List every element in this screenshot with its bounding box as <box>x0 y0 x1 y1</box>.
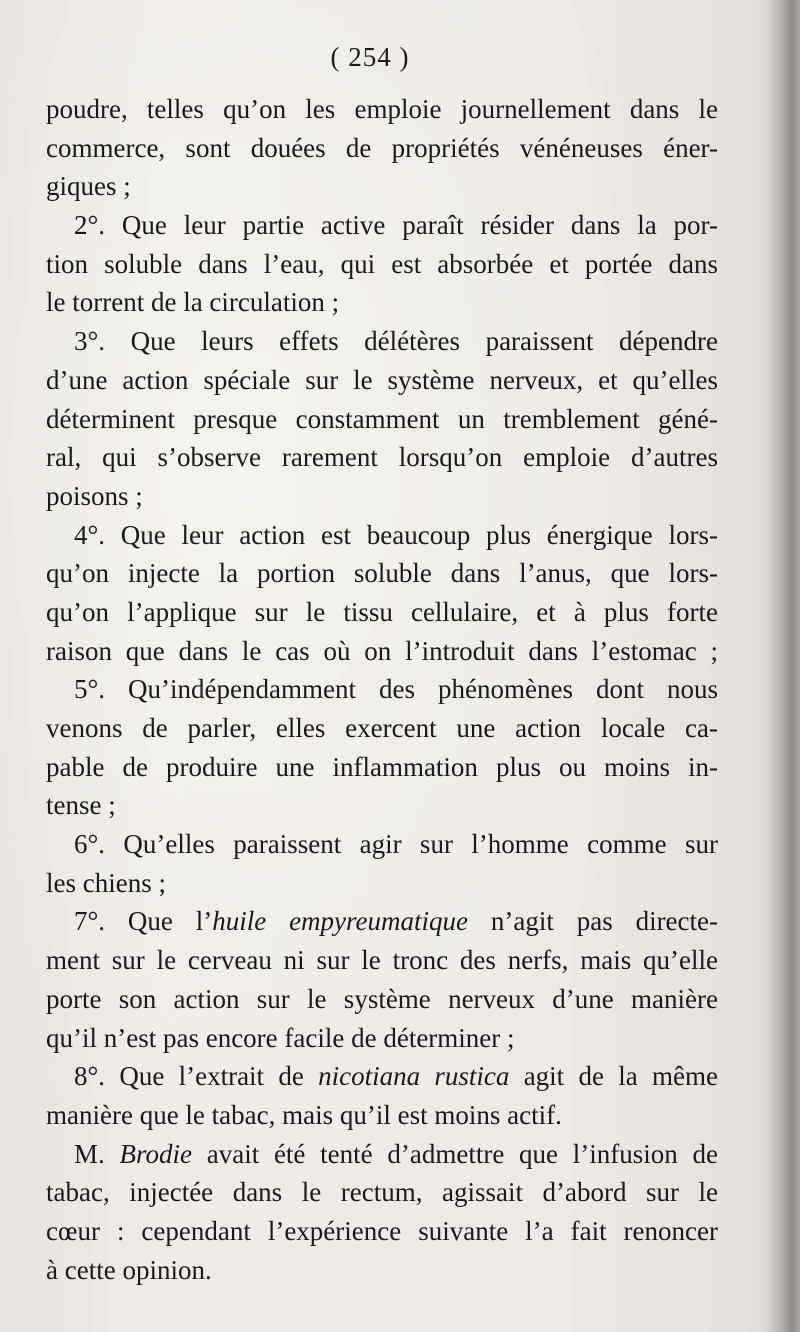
text-line: 5°. Qu’indépendamment des phénomènes dont nous <box>74 674 718 705</box>
page-number: ( 254 ) <box>330 42 410 72</box>
text-segment: 7°. Que l’ <box>74 906 213 937</box>
text-line: 4°. Que leur action est beaucoup plus énergique lors- <box>74 519 718 550</box>
text-line <box>46 1057 718 1096</box>
text-line: qu’il n’est pas encore facile de déterminer ; <box>46 1022 515 1053</box>
text-line: déterminent presque constamment un tremblement géné- <box>46 403 718 434</box>
text-line: tion soluble dans l’eau, qui est absorbée et portée dans <box>46 248 718 279</box>
text-line: poudre, telles qu’on les emploie journellement dans le <box>46 94 718 124</box>
text-line: venons de parler, elles exercent une action locale ca- <box>46 713 718 743</box>
text-line: ral, qui s’observe rarement lorsqu’on emploie d’autres <box>46 442 718 473</box>
text-line: 2°. Que leur partie active paraît résider dans la por- <box>74 210 718 241</box>
text-line <box>46 902 718 941</box>
text-line: poisons ; <box>46 480 143 511</box>
text-line: ment sur le cerveau ni sur le tronc des nerfs, mais qu’elle <box>46 945 718 976</box>
text-line: tense ; <box>46 790 116 821</box>
text-segment: avait été tenté d’admettre que l’infusion de <box>191 1138 718 1169</box>
text-line: commerce, sont douées de propriétés vénéneuses éner- <box>46 132 718 163</box>
italic-name: Brodie <box>119 1138 192 1169</box>
text-line: 3°. Que leurs effets délétères paraissent dépendre <box>74 326 718 357</box>
text-segment: 8°. Que l’extrait de <box>74 1061 319 1092</box>
text-line: 6°. Qu’elles paraissent agir sur l’homme comme sur <box>74 829 718 860</box>
text-segment: M. <box>74 1138 120 1169</box>
text-line: giques ; <box>46 171 131 202</box>
text-line: tabac, injectée dans le rectum, agissait d’abord sur le <box>46 1177 718 1208</box>
text-line <box>46 1135 718 1174</box>
text-line: raison que dans le cas où on l’introduit dans l’estomac ; <box>46 635 718 666</box>
text-line: cœur : cependant l’expérience suivante l’a fait renoncer <box>46 1215 718 1246</box>
italic-term: huile empyreumatique <box>212 906 469 937</box>
text-line: à cette opinion. <box>46 1254 212 1285</box>
text-segment: n’agit pas directe- <box>468 906 719 937</box>
text-line: manière que le tabac, mais qu’il est moins actif. <box>46 1099 562 1130</box>
text-line: qu’on injecte la portion soluble dans l’anus, que lors- <box>46 558 718 589</box>
text-segment: agit de la même <box>509 1061 718 1092</box>
text-line: porte son action sur le système nerveux d’une manière <box>46 983 718 1014</box>
body-text <box>46 90 718 1289</box>
text-line: d’une action spéciale sur le système nerveux, et qu’elles <box>46 364 718 395</box>
page-edge-shadow <box>766 0 800 1332</box>
text-line: pable de produire une inflammation plus ou moins in- <box>46 751 718 782</box>
text-line: les chiens ; <box>46 867 166 898</box>
italic-term: nicotiana rustica <box>318 1061 510 1092</box>
text-line: qu’on l’applique sur le tissu cellulaire, et à plus forte <box>46 596 718 627</box>
text-line: le torrent de la circulation ; <box>46 287 340 318</box>
